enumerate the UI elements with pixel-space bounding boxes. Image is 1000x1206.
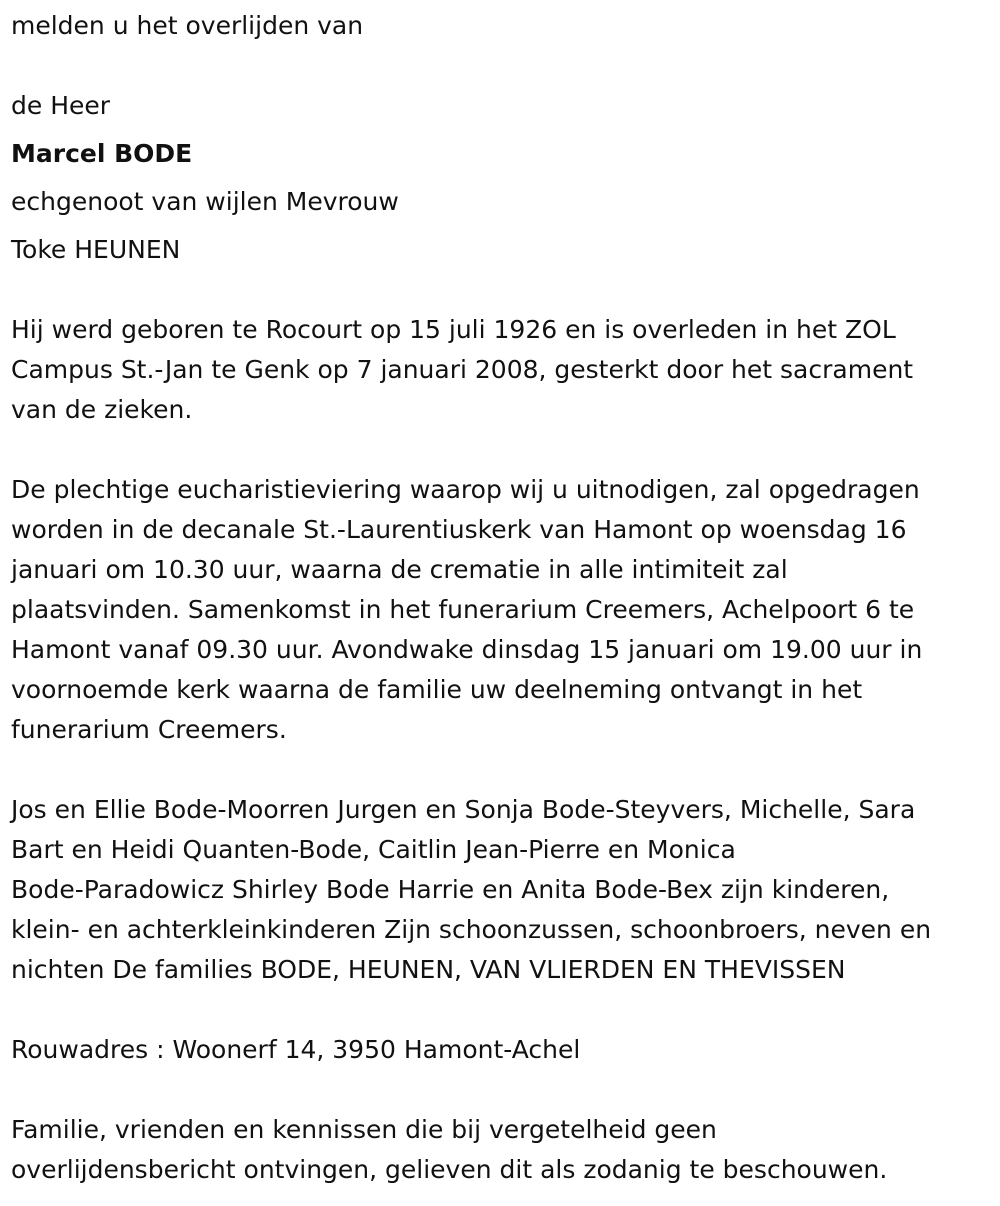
paragraph-line: Bart en Heidi Quanten-Bode, Caitlin Jean-Pierre en Monica xyxy=(11,835,736,864)
paragraph-line: Jos en Ellie Bode-Moorren Jurgen en Sonja Bode-Steyvers, Michelle, Sara xyxy=(11,795,916,824)
title-line: de Heer xyxy=(11,91,111,120)
spouse-line-1: echgenoot van wijlen Mevrouw xyxy=(11,187,399,216)
paragraph-line: De plechtige eucharistieviering waarop wij u uitnodigen, zal opgedragen xyxy=(11,475,920,504)
paragraph-line: klein- en achterkleinkinderen Zijn schoonzussen, schoonbroers, neven en xyxy=(11,915,932,944)
paragraph-line: voornoemde kerk waarna de familie uw deelneming ontvangt in het xyxy=(11,675,863,704)
spouse-line-2: Toke HEUNEN xyxy=(11,235,181,264)
paragraph-line: plaatsvinden. Samenkomst in het funerarium Creemers, Achelpoort 6 te xyxy=(11,595,915,624)
paragraph-line: januari om 10.30 uur, waarna de crematie in alle intimiteit zal xyxy=(11,555,788,584)
paragraph-line: Hij werd geboren te Rocourt op 15 juli 1926 en is overleden in het ZOL xyxy=(11,315,896,344)
paragraph-line: Familie, vrienden en kennissen die bij vergetelheid geen xyxy=(11,1115,717,1144)
paragraph-line: overlijdensbericht ontvingen, gelieven dit als zodanig te beschouwen. xyxy=(11,1155,888,1184)
paragraph-line: worden in de decanale St.-Laurentiuskerk van Hamont op woensdag 16 xyxy=(11,515,907,544)
paragraph-line: Hamont vanaf 09.30 uur. Avondwake dinsdag 15 januari om 19.00 uur in xyxy=(11,635,923,664)
birth-death-paragraph xyxy=(11,310,986,430)
family-paragraph xyxy=(11,790,986,990)
intro-text: melden u het overlijden van xyxy=(11,11,364,40)
paragraph-line: Bode-Paradowicz Shirley Bode Harrie en Anita Bode-Bex zijn kinderen, xyxy=(11,875,890,904)
paragraph-line: van de zieken. xyxy=(11,395,193,424)
mourning-address: Rouwadres : Woonerf 14, 3950 Hamont-Achel xyxy=(11,1035,581,1064)
paragraph-line: Campus St.-Jan te Genk op 7 januari 2008, gesterkt door het sacrament xyxy=(11,355,914,384)
deceased-name: Marcel BODE xyxy=(11,139,193,168)
closing-paragraph xyxy=(11,1110,986,1190)
ceremony-paragraph xyxy=(11,470,986,750)
paragraph-line: funerarium Creemers. xyxy=(11,715,287,744)
paragraph-line: nichten De families BODE, HEUNEN, VAN VLIERDEN EN THEVISSEN xyxy=(11,955,846,984)
